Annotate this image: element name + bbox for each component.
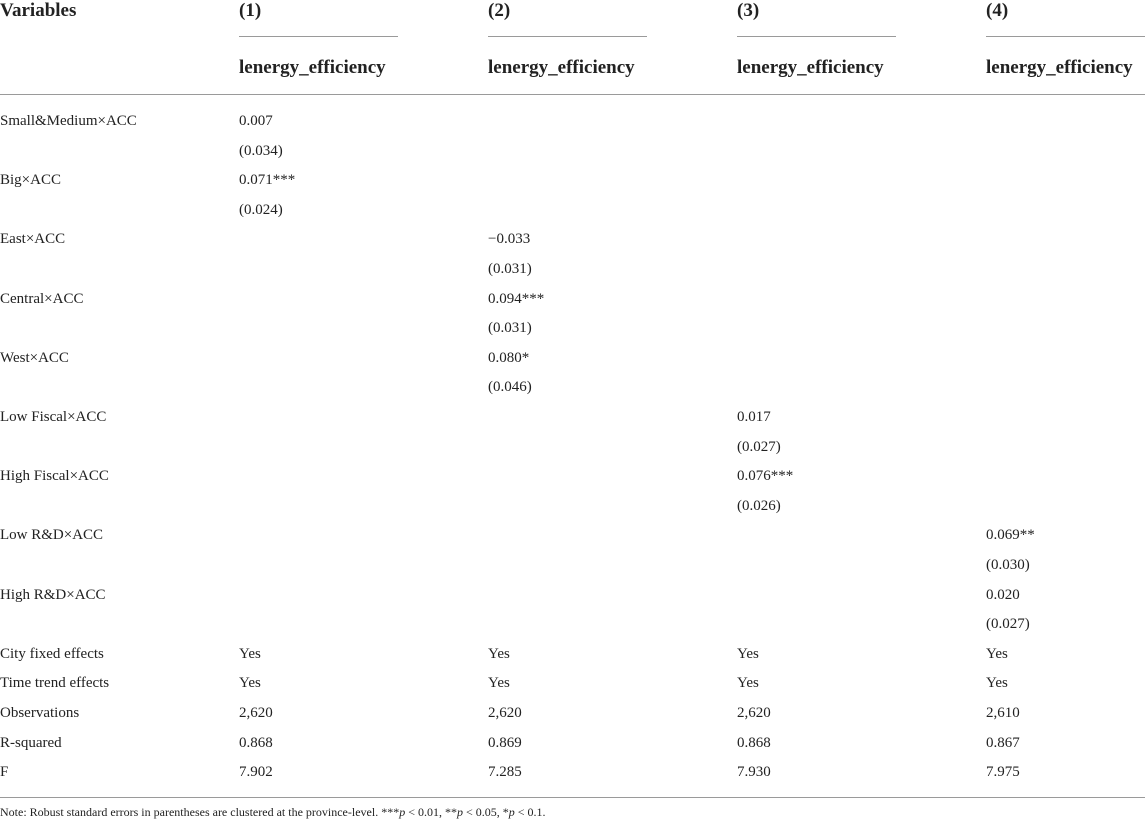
cell-col-3: (0.026) (737, 497, 781, 514)
column-1-number: (1) (239, 0, 262, 21)
cell-col-4: (0.030) (986, 557, 1030, 573)
column-2-underline (488, 36, 647, 37)
note-sig1-p: p (399, 805, 406, 819)
cell-col-3: 2,620 (737, 705, 771, 721)
note-sig1-threshold: < 0.01, (405, 805, 445, 819)
cell-col-2: (0.031) (488, 261, 532, 277)
cell-col-3: 0.076*** (737, 468, 794, 485)
cell-col-2: 0.080* (488, 349, 530, 366)
row-label: R-squared (0, 734, 62, 751)
cell-col-4: Yes (986, 645, 1008, 662)
row-label: Time trend effects (0, 675, 110, 692)
cell-col-2: (0.031) (488, 320, 532, 337)
cell-col-2: 0.094*** (488, 290, 545, 307)
note-sig3-threshold: < 0.1. (514, 805, 546, 819)
column-4-underline (986, 36, 1145, 37)
bottom-rule (0, 797, 1145, 798)
note-sig1-stars: *** (381, 805, 400, 819)
column-1-underline (239, 36, 398, 37)
note-sig2-threshold: < 0.05, (462, 805, 503, 819)
row-label: High Fiscal×ACC (0, 468, 109, 485)
cell-col-3: Yes (737, 675, 759, 692)
cell-col-2: (0.046) (488, 379, 532, 396)
cell-col-2: 0.869 (488, 734, 522, 751)
cell-col-4: 0.069** (986, 527, 1035, 544)
row-label: East×ACC (0, 231, 66, 248)
table-note (0, 805, 546, 820)
cell-col-4: 0.020 (986, 586, 1020, 603)
note-sig2-p: p (456, 805, 463, 819)
column-3-number: (3) (737, 0, 760, 21)
cell-col-3: 7.930 (737, 764, 771, 781)
cell-col-3: 0.017 (737, 409, 771, 425)
column-3-dependent-variable: lenergy_efficiency (737, 57, 884, 78)
note-sig2-stars: ** (444, 805, 457, 819)
cell-col-4: (0.027) (986, 616, 1030, 633)
cell-col-1: 0.007 (239, 113, 273, 129)
cell-col-1: 2,620 (239, 705, 273, 721)
note-text: Note: Robust standard errors in parentheses are clustered at the province-level. (0, 805, 382, 819)
row-label: City fixed effects (0, 645, 104, 662)
cell-col-2: 7.285 (488, 764, 522, 781)
row-label: High R&D×ACC (0, 586, 106, 603)
column-2-number: (2) (488, 0, 511, 21)
row-label: Low Fiscal×ACC (0, 409, 107, 425)
cell-col-3: 0.868 (737, 734, 771, 751)
column-1-dependent-variable: lenergy_efficiency (239, 57, 386, 78)
cell-col-2: Yes (488, 645, 510, 662)
cell-col-1: 7.902 (239, 764, 273, 781)
row-label: Big×ACC (0, 172, 61, 189)
row-label: West×ACC (0, 349, 69, 366)
cell-col-3: (0.027) (737, 438, 781, 455)
cell-col-1: 0.868 (239, 734, 273, 751)
cell-col-4: 0.867 (986, 734, 1020, 751)
cell-col-3: Yes (737, 645, 759, 662)
cell-col-4: 2,610 (986, 705, 1020, 721)
cell-col-4: Yes (986, 675, 1008, 692)
column-4-dependent-variable: lenergy_efficiency (986, 57, 1133, 78)
cell-col-1: Yes (239, 645, 261, 662)
variables-header: Variables (0, 0, 77, 21)
cell-col-4: 7.975 (986, 764, 1020, 781)
row-label: F (0, 764, 9, 781)
cell-col-1: (0.024) (239, 201, 283, 218)
cell-col-1: (0.034) (239, 142, 283, 159)
note-sig3-p: p (508, 805, 515, 819)
cell-col-1: Yes (239, 675, 261, 692)
header-rule (0, 94, 1145, 95)
row-label: Low R&D×ACC (0, 527, 104, 544)
note-sig3-stars: * (502, 805, 509, 819)
row-label: Central×ACC (0, 290, 84, 307)
cell-col-2: 2,620 (488, 705, 522, 721)
cell-col-1: 0.071*** (239, 172, 296, 189)
row-label: Small&Medium×ACC (0, 113, 137, 129)
cell-col-2: −0.033 (488, 231, 531, 248)
row-label: Observations (0, 705, 80, 721)
cell-col-2: Yes (488, 675, 510, 692)
column-3-underline (737, 36, 896, 37)
column-2-dependent-variable: lenergy_efficiency (488, 57, 635, 78)
column-4-number: (4) (986, 0, 1009, 21)
